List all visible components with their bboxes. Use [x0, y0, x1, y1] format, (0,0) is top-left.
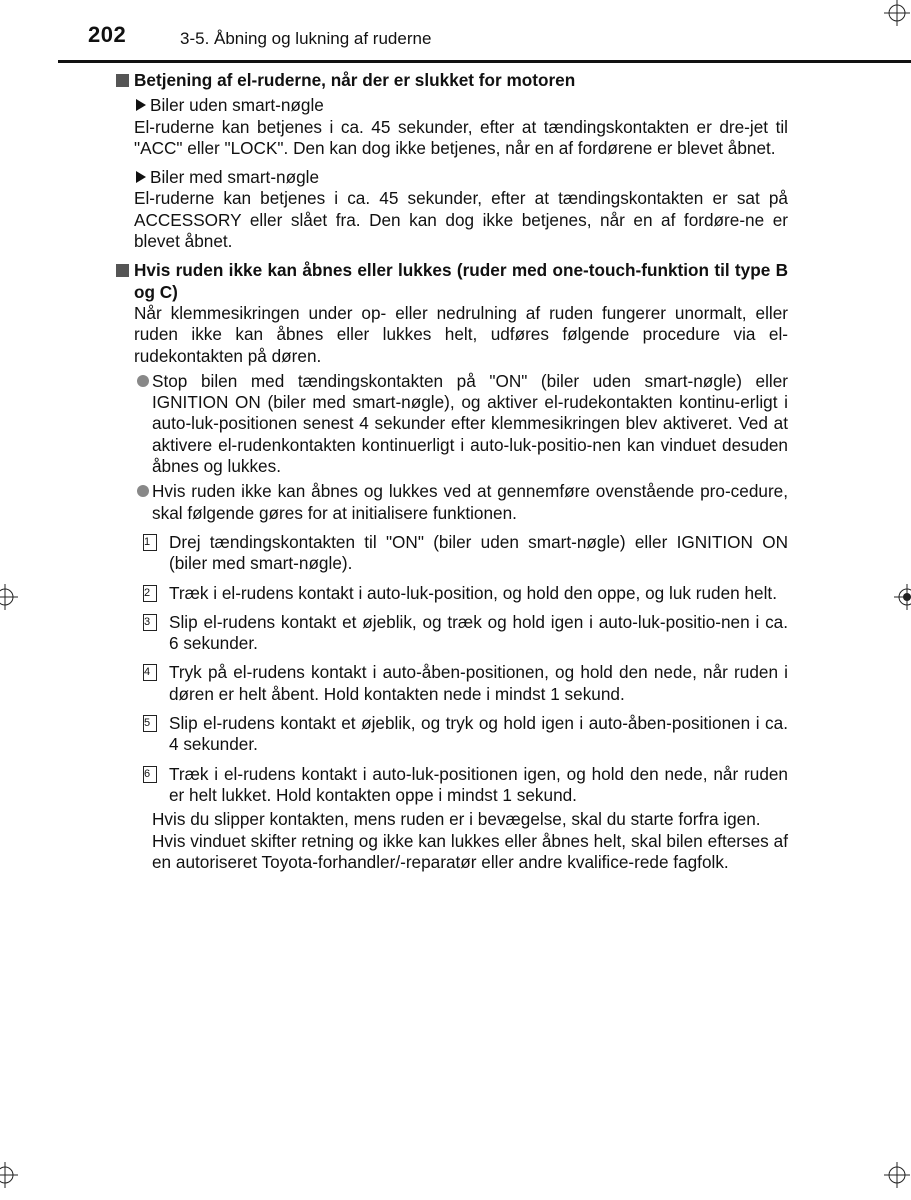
square-bullet-icon — [116, 74, 129, 87]
bullet-text-1: Stop bilen med tændingskontakten på "ON" (biler uden smart-nøgle) eller IGNITION ON (biler med smart-nøgle), og aktiver el-rudekontakten kontinu-erligt i auto-luk-positionen senest 4 sekunder efter klemmesikringen blev aktiveret. Ved at aktivere el-rudenkontakten kontinuerligt i auto-luk-positio-nen kan vinduet desuden åbnes og lukkes. — [152, 370, 788, 477]
step-text: Slip el-rudens kontakt et øjeblik, og tryk og hold igen i auto-åben-positionen i ca. 4 sekunder. — [169, 713, 788, 755]
step-text: Træk i el-rudens kontakt i auto-luk-position, og hold den oppe, og luk ruden helt. — [169, 582, 777, 603]
step-item — [116, 583, 788, 604]
triangle-bullet-icon — [136, 171, 146, 183]
registration-mark-right-middle — [894, 584, 911, 610]
step-item — [116, 662, 788, 705]
page-content — [116, 68, 788, 873]
step-item — [116, 532, 788, 575]
circle-bullet-icon — [137, 485, 149, 497]
step-number-badge: 3 — [143, 614, 157, 631]
step-number-badge: 2 — [143, 585, 157, 602]
step-item — [116, 612, 788, 655]
step-number-badge: 4 — [143, 664, 157, 681]
bullet-text-2: Hvis ruden ikke kan åbnes og lukkes ved at gennemføre ovenstående pro-cedure, skal følgende gøres for at initialisere funktionen. — [152, 481, 788, 523]
note-paragraph-1: Hvis du slipper kontakten, mens ruden er i bevægelse, skal du starte forfra igen. — [152, 809, 761, 830]
subsection-label-2-text: Biler med smart-nøgle — [150, 167, 320, 188]
section-heading-1-text: Betjening af el-ruderne, når der er slukket for motoren — [134, 70, 576, 90]
subsection-label-1-text: Biler uden smart-nøgle — [150, 95, 324, 116]
header-rule — [58, 60, 911, 63]
circle-bullet-icon — [137, 375, 149, 387]
registration-mark-bottom-left — [0, 1162, 18, 1188]
section-heading-2-text: Hvis ruden ikke kan åbnes eller lukkes (ruder med one-touch-funktion til type B og C) — [134, 260, 788, 302]
step-number-badge: 1 — [143, 534, 157, 551]
list-item — [116, 371, 788, 477]
subsection-label-1 — [116, 95, 788, 116]
subsection-text-2: El-ruderne kan betjenes i ca. 45 sekunder, efter at tændingskontakten er sat på ACCESSORY eller slået fra. Den kan dog ikke betjenes, når en af fordøre-ne er blevet åbnet. — [134, 188, 788, 252]
step-item — [116, 764, 788, 807]
square-bullet-icon — [116, 264, 129, 277]
section-heading-1 — [116, 70, 788, 91]
list-item — [116, 481, 788, 524]
step-text: Tryk på el-rudens kontakt i auto-åben-positionen, og hold den nede, når ruden i døren er helt åbent. Hold kontakten nede i mindst 1 sekund. — [169, 662, 788, 704]
step-number-badge: 6 — [143, 766, 157, 783]
section-heading-2 — [116, 260, 788, 303]
step-text: Drej tændingskontakten til "ON" (biler uden smart-nøgle) eller IGNITION ON (biler med smart-nøgle). — [169, 531, 788, 574]
subsection-text-1: El-ruderne kan betjenes i ca. 45 sekunder, efter at tændingskontakten er dre-jet til "ACC" eller "LOCK". Den kan dog ikke betjenes, når en af fordørene er blevet åbnet. — [134, 116, 788, 158]
step-number-badge: 5 — [143, 715, 157, 732]
triangle-bullet-icon — [136, 99, 146, 111]
section-intro: Når klemmesikringen under op- eller nedrulning af ruden fungerer unormalt, eller ruden ikke kan åbnes eller lukkes helt, udføres følgende procedure via el-rudekontakten på døren. — [134, 302, 788, 366]
step-text: Træk i el-rudens kontakt i auto-luk-positionen igen, og hold den nede, når ruden er helt lukket. Hold kontakten oppe i mindst 1 sekund. — [169, 763, 788, 805]
step-text: Slip el-rudens kontakt et øjeblik, og træk og hold igen i auto-luk-positio-nen i ca. 6 sekunder. — [169, 611, 788, 654]
section-title: 3-5. Åbning og lukning af ruderne — [180, 29, 432, 48]
registration-mark-bottom-right — [884, 1162, 910, 1188]
page-number: 202 — [88, 22, 127, 47]
registration-mark-top-right — [884, 0, 910, 26]
step-item — [116, 713, 788, 756]
note-paragraph-2: Hvis vinduet skifter retning og ikke kan lukkes eller åbnes helt, skal bilen efterses af en autoriseret Toyota-forhandler/-reparatør eller andre kvalifice-rede fagfolk. — [152, 830, 788, 872]
subsection-label-2 — [116, 167, 788, 188]
registration-mark-left-middle — [0, 584, 18, 610]
